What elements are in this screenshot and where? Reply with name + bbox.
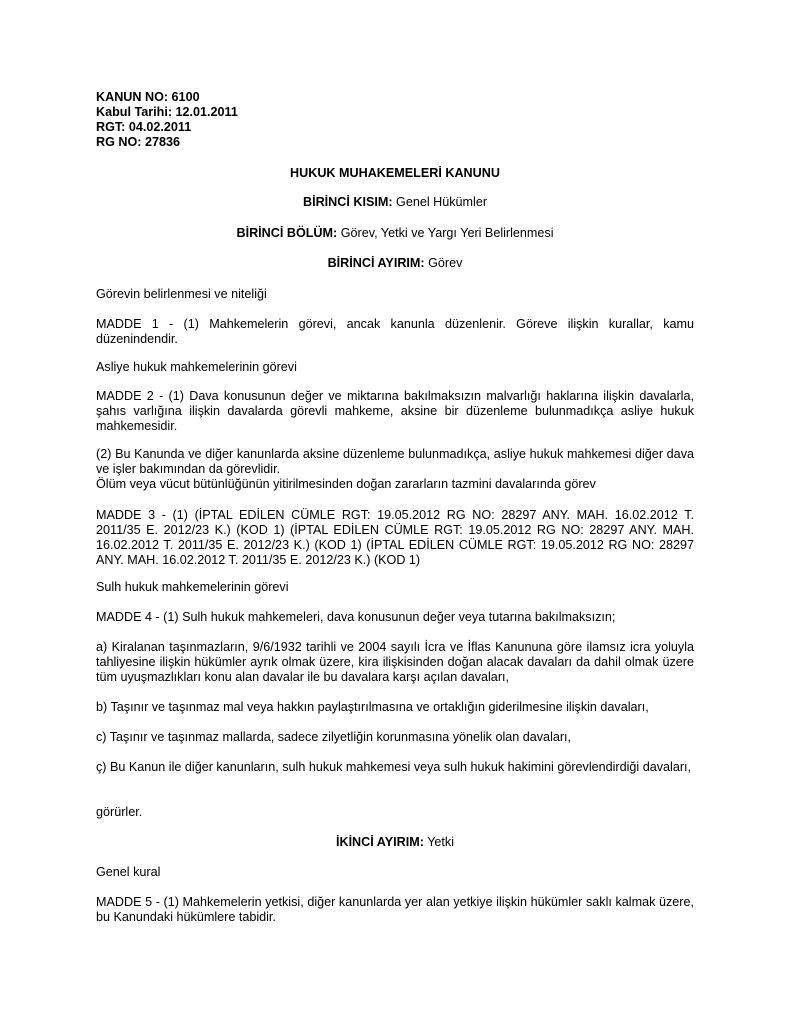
kanun-no: KANUN NO: 6100 — [96, 90, 200, 104]
rg-no: RG NO: 27836 — [96, 135, 180, 149]
ayirim-label-1: BİRİNCİ AYIRIM: — [327, 256, 425, 270]
ayirim-heading-1 — [96, 256, 694, 271]
article-4-item-c: c) Taşınır ve taşınmaz mallarda, sadece zilyetliğin korunmasına yönelik olan davaları, — [96, 730, 572, 744]
article-4-paragraph: MADDE 4 - (1) Sulh hukuk mahkemeleri, dava konusunun değer veya tutarına bakılmaksızın; — [96, 610, 616, 624]
article-4-item-b: b) Taşınır ve taşınmaz mal veya hakkın paylaştırılmasına ve ortaklığın giderilmesine ilişkin davaları, — [96, 700, 649, 714]
law-header — [96, 90, 238, 150]
bolum-label: BİRİNCİ BÖLÜM: — [236, 226, 338, 240]
article-heading-1: Görevin belirlenmesi ve niteliği — [96, 287, 267, 301]
bolum-text: Görev, Yetki ve Yargı Yeri Belirlenmesi — [340, 226, 554, 240]
kisim-text: Genel Hükümler — [396, 195, 488, 209]
bolum-heading — [96, 226, 694, 241]
law-title: HUKUK MUHAKEMELERİ KANUNU — [290, 166, 500, 180]
ayirim-text-1: Görev — [428, 256, 463, 270]
kabul-tarihi: Kabul Tarihi: 12.01.2011 — [96, 105, 238, 119]
article-2-paragraph-2: (2) Bu Kanunda ve diğer kanunlarda aksine düzenleme bulunmadıkça, asliye hukuk mahkemesi diğer dava ve işler bakımından da görevlidir. — [96, 447, 694, 476]
rgt: RGT: 04.02.2011 — [96, 120, 192, 134]
article-2-paragraph-1: MADDE 2 - (1) Dava konusunun değer ve miktarına bakılmaksızın malvarlığı haklarına ilişkin davalarla, şahıs varlığına ilişkin davalarda görevli mahkeme, aksine bir düzenleme bulunmadıkça asliye hukuk mahkemesidir. — [96, 389, 694, 433]
ayirim-label-2: İKİNCİ AYIRIM: — [335, 835, 424, 849]
article-4-item-cc: ç) Bu Kanun ile diğer kanunların, sulh hukuk mahkemesi veya sulh hukuk hakimini görevlendirdiği davaları, — [96, 760, 692, 774]
article-heading-4: Sulh hukuk mahkemelerinin görevi — [96, 580, 289, 594]
article-heading-3: Ölüm veya vücut bütünlüğünün yitirilmesinden doğan zararların tazmini davalarında görev — [96, 477, 596, 491]
article-4-closing: görürler. — [96, 805, 143, 819]
ayirim-heading-2 — [96, 835, 694, 850]
article-4-item-a: a) Kiralanan taşınmazların, 9/6/1932 tarihli ve 2004 sayılı İcra ve İflas Kanununa göre ilamsız icra yoluyla tahliyesine ilişkin hükümler ayrık olmak üzere, kira ilişkisinden doğan alacak davaları da dahil olmak üzere tüm uyuşmazlıkları konu alan davalar ile bu davalara karşı açılan davaları, — [96, 640, 694, 684]
article-1-paragraph: MADDE 1 - (1) Mahkemelerin görevi, ancak kanunla düzenlenir. Göreve ilişkin kurallar, kamu düzenindendir. — [96, 317, 694, 346]
article-heading-2: Asliye hukuk mahkemelerinin görevi — [96, 360, 297, 374]
kisim-label: BİRİNCİ KISIM: — [302, 195, 393, 209]
kisim-heading — [96, 195, 694, 210]
article-5-paragraph: MADDE 5 - (1) Mahkemelerin yetkisi, diğer kanunlarda yer alan yetkiye ilişkin hükümler saklı kalmak üzere, bu Kanundaki hükümlere tabidir. — [96, 895, 694, 924]
article-heading-5: Genel kural — [96, 865, 161, 879]
ayirim-text-2: Yetki — [427, 835, 455, 849]
article-3-paragraph: MADDE 3 - (1) (İPTAL EDİLEN CÜMLE RGT: 19.05.2012 RG NO: 28297 ANY. MAH. 16.02.2012 T. 2011/35 E. 2012/23 K.) (KOD 1) (İPTAL EDİLEN CÜMLE RGT: 19.05.2012 RG NO: 28297 ANY. MAH. 16.02.2012 T. 2011/35 E. 2012/23 K.) (KOD 1) (İPTAL EDİLEN CÜMLE RGT: 19.05.2012 RG NO: 28297 ANY. MAH. 16.02.2012 T. 2011/35 E. 2012/23 K.) (KOD 1) — [96, 508, 694, 567]
